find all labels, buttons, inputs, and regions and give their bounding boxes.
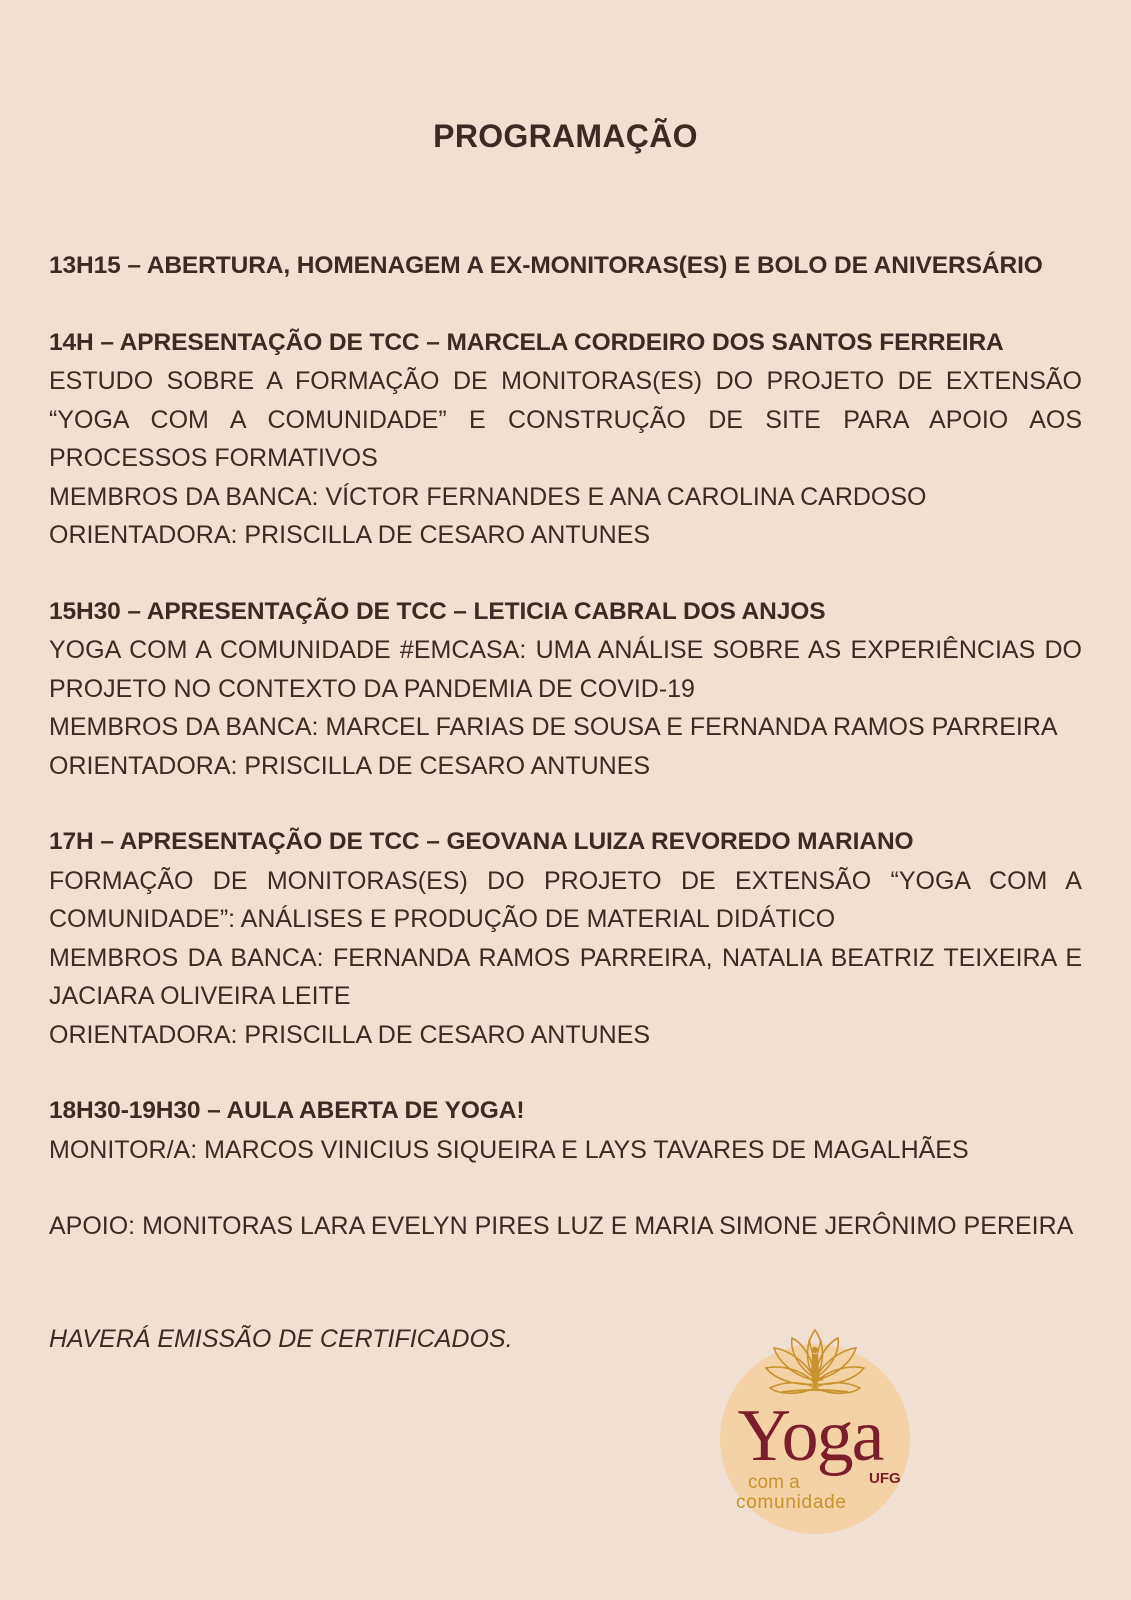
tcc-description: ESTUDO SOBRE A FORMAÇÃO DE MONITORAS(ES) DO PROJETO DE EXTENSÃO “YOGA COM A COMUNIDADE” E CONSTRUÇÃO DE SITE PARA APOIO AOS PROCESSOS FORMATIVOS: [49, 367, 1082, 472]
tcc-description: FORMAÇÃO DE MONITORAS(ES) DO PROJETO DE EXTENSÃO “YOGA COM A COMUNIDADE”: ANÁLISES E PRODUÇÃO DE MATERIAL DIDÁTICO: [49, 866, 1082, 933]
support-block: [49, 1207, 1082, 1246]
schedule-heading: 15H30 – APRESENTAÇÃO DE TCC – LETICIA CABRAL DOS ANJOS: [49, 597, 826, 625]
schedule-heading: 13H15 – ABERTURA, HOMENAGEM A EX-MONITORAS(ES) E BOLO DE ANIVERSÁRIO: [49, 252, 1043, 279]
page-title: PROGRAMAÇÃO: [433, 118, 698, 154]
certificate-note: HAVERÁ EMISSÃO DE CERTIFICADOS.: [49, 1325, 513, 1353]
logo-ufg-text: UFG: [869, 1470, 901, 1487]
tcc-description: YOGA COM A COMUNIDADE #EMCASA: UMA ANÁLISE SOBRE AS EXPERIÊNCIAS DO PROJETO NO CONTEXTO DA PANDEMIA DE COVID-19: [49, 636, 1082, 703]
schedule-heading: 17H – APRESENTAÇÃO DE TCC – GEOVANA LUIZA REVOREDO MARIANO: [49, 828, 914, 855]
committee-members: MEMBROS DA BANCA: VÍCTOR FERNANDES E ANA CAROLINA CARDOSO: [49, 482, 927, 511]
schedule-item-yoga-class: [49, 1092, 1082, 1169]
advisor: ORIENTADORA: PRISCILLA DE CESARO ANTUNES: [49, 1020, 651, 1049]
logo-com-a-text: com a: [748, 1472, 800, 1493]
advisor: ORIENTADORA: PRISCILLA DE CESARO ANTUNES: [49, 751, 651, 780]
schedule-item-tcc-3: [49, 823, 1082, 1054]
committee-members: MEMBROS DA BANCA: FERNANDA RAMOS PARREIRA, NATALIA BEATRIZ TEIXEIRA E JACIARA OLIVEIRA LEITE: [49, 943, 1082, 1010]
schedule-item-tcc-2: [49, 593, 1082, 786]
schedule-list: [49, 247, 1082, 1284]
support-text: APOIO: MONITORAS LARA EVELYN PIRES LUZ E MARIA SIMONE JERÔNIMO PEREIRA: [49, 1212, 1074, 1240]
class-monitors: MONITOR/A: MARCOS VINICIUS SIQUEIRA E LAYS TAVARES DE MAGALHÃES: [49, 1135, 969, 1164]
schedule-heading: 18H30-19H30 – AULA ABERTA DE YOGA!: [49, 1097, 525, 1124]
logo-comunidade-text: comunidade: [736, 1492, 846, 1513]
schedule-item-tcc-1: [49, 324, 1082, 555]
yoga-com-a-comunidade-logo: [712, 1328, 918, 1534]
logo-yoga-text: Yoga: [737, 1395, 883, 1477]
schedule-heading: 14H – APRESENTAÇÃO DE TCC – MARCELA CORDEIRO DOS SANTOS FERREIRA: [49, 328, 1004, 356]
committee-members: MEMBROS DA BANCA: MARCEL FARIAS DE SOUSA E FERNANDA RAMOS PARREIRA: [49, 713, 1058, 741]
advisor: ORIENTADORA: PRISCILLA DE CESARO ANTUNES: [49, 521, 651, 549]
schedule-item-opening: [49, 247, 1082, 286]
